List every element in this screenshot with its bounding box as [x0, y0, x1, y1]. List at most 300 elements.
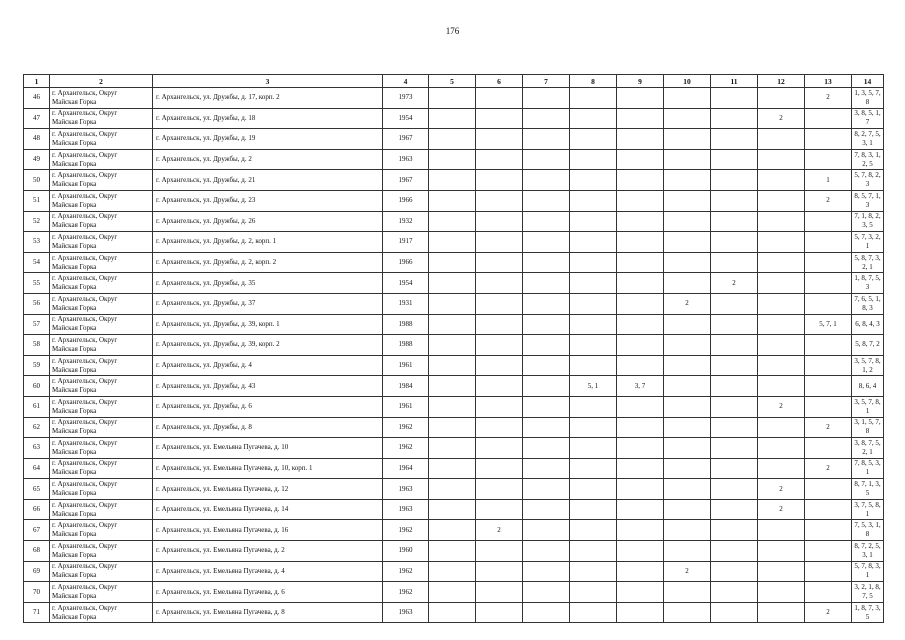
value-cell-c7 — [523, 541, 570, 562]
district-line-2: Майская Горка — [52, 468, 97, 477]
table-row — [24, 129, 884, 150]
row-number-cell: 61 — [24, 396, 50, 417]
value-cell-c13 — [805, 499, 852, 520]
value-cell-c5 — [429, 355, 476, 376]
district-cell — [50, 582, 153, 603]
address-cell: г. Архангельск, ул. Дружбы, д. 23 — [153, 190, 383, 211]
sequence-cell: 6, 8, 4, 3 — [852, 314, 884, 335]
value-cell-c13 — [805, 149, 852, 170]
value-cell-c11 — [711, 293, 758, 314]
value-cell-c6 — [476, 108, 523, 129]
table-row — [24, 108, 884, 129]
value-cell-c10: 2 — [664, 561, 711, 582]
value-cell-c9 — [617, 149, 664, 170]
value-cell-c11 — [711, 252, 758, 273]
value-cell-c7 — [523, 438, 570, 459]
value-cell-c10 — [664, 479, 711, 500]
value-cell-c12 — [758, 561, 805, 582]
value-cell-c8 — [570, 88, 617, 109]
value-cell-c9 — [617, 602, 664, 623]
value-cell-c10 — [664, 376, 711, 397]
column-header: 6 — [476, 75, 523, 88]
value-cell-c9 — [617, 88, 664, 109]
sequence-cell: 3, 5, 7, 8, 1 — [852, 396, 884, 417]
district-line-2: Майская Горка — [52, 571, 97, 580]
address-cell: г. Архангельск, ул. Дружбы, д. 6 — [153, 396, 383, 417]
district-line-1: г. Архангельск, Округ — [52, 171, 118, 180]
value-cell-c11 — [711, 602, 758, 623]
value-cell-c8 — [570, 582, 617, 603]
year-cell: 1966 — [383, 190, 429, 211]
district-line-2: Майская Горка — [52, 200, 97, 209]
district-line-2: Майская Горка — [52, 344, 97, 353]
value-cell-c12 — [758, 335, 805, 356]
sequence-cell: 1, 8, 7, 5, 3 — [852, 273, 884, 294]
value-cell-c7 — [523, 355, 570, 376]
row-number-cell: 51 — [24, 190, 50, 211]
value-cell-c10 — [664, 582, 711, 603]
row-number-cell: 46 — [24, 88, 50, 109]
value-cell-c6 — [476, 211, 523, 232]
sequence-cell: 3, 5, 7, 8, 1, 2 — [852, 355, 884, 376]
address-cell: г. Архангельск, ул. Дружбы, д. 21 — [153, 170, 383, 191]
value-cell-c13 — [805, 108, 852, 129]
address-cell: г. Архангельск, ул. Дружбы, д. 39, корп. 2 — [153, 335, 383, 356]
value-cell-c8 — [570, 479, 617, 500]
value-cell-c6 — [476, 417, 523, 438]
district-line-2: Майская Горка — [52, 592, 97, 601]
value-cell-c9 — [617, 211, 664, 232]
value-cell-c11 — [711, 396, 758, 417]
value-cell-c9 — [617, 582, 664, 603]
value-cell-c7 — [523, 499, 570, 520]
value-cell-c5 — [429, 561, 476, 582]
value-cell-c13: 2 — [805, 458, 852, 479]
value-cell-c8 — [570, 541, 617, 562]
value-cell-c12 — [758, 582, 805, 603]
district-cell — [50, 252, 153, 273]
value-cell-c5 — [429, 541, 476, 562]
value-cell-c7 — [523, 582, 570, 603]
value-cell-c13 — [805, 396, 852, 417]
district-line-2: Майская Горка — [52, 612, 97, 621]
value-cell-c12 — [758, 273, 805, 294]
value-cell-c9 — [617, 499, 664, 520]
row-number-cell: 49 — [24, 149, 50, 170]
value-cell-c6 — [476, 190, 523, 211]
value-cell-c11 — [711, 170, 758, 191]
district-line-1: г. Архангельск, Округ — [52, 541, 118, 550]
district-cell — [50, 499, 153, 520]
table-row — [24, 273, 884, 294]
value-cell-c7 — [523, 273, 570, 294]
table-row — [24, 561, 884, 582]
value-cell-c6 — [476, 458, 523, 479]
district-line-1: г. Архангельск, Округ — [52, 377, 118, 386]
year-cell: 1988 — [383, 314, 429, 335]
value-cell-c9 — [617, 417, 664, 438]
district-line-2: Майская Горка — [52, 550, 97, 559]
value-cell-c8 — [570, 108, 617, 129]
value-cell-c13 — [805, 479, 852, 500]
value-cell-c5 — [429, 252, 476, 273]
value-cell-c8 — [570, 129, 617, 150]
year-cell: 1963 — [383, 479, 429, 500]
value-cell-c6 — [476, 88, 523, 109]
district-cell — [50, 314, 153, 335]
year-cell: 1973 — [383, 88, 429, 109]
value-cell-c11 — [711, 582, 758, 603]
column-header: 4 — [383, 75, 429, 88]
value-cell-c12 — [758, 314, 805, 335]
district-cell — [50, 170, 153, 191]
value-cell-c5 — [429, 88, 476, 109]
table-row — [24, 314, 884, 335]
value-cell-c9 — [617, 273, 664, 294]
district-line-1: г. Архангельск, Округ — [52, 150, 118, 159]
value-cell-c9 — [617, 355, 664, 376]
table-row — [24, 499, 884, 520]
sequence-cell: 3, 8, 7, 5, 2, 1 — [852, 438, 884, 459]
value-cell-c12: 2 — [758, 108, 805, 129]
district-cell — [50, 520, 153, 541]
value-cell-c6: 2 — [476, 520, 523, 541]
year-cell: 1962 — [383, 438, 429, 459]
value-cell-c10 — [664, 602, 711, 623]
value-cell-c13: 2 — [805, 417, 852, 438]
value-cell-c11 — [711, 355, 758, 376]
register-table — [23, 74, 884, 623]
district-line-2: Майская Горка — [52, 386, 97, 395]
sequence-cell: 8, 2, 7, 5, 3, 1 — [852, 129, 884, 150]
row-number-cell: 64 — [24, 458, 50, 479]
value-cell-c10 — [664, 232, 711, 253]
value-cell-c7 — [523, 314, 570, 335]
value-cell-c9 — [617, 438, 664, 459]
district-line-1: г. Архангельск, Округ — [52, 212, 118, 221]
district-line-2: Майская Горка — [52, 303, 97, 312]
table-row — [24, 438, 884, 459]
row-number-cell: 58 — [24, 335, 50, 356]
value-cell-c8 — [570, 293, 617, 314]
value-cell-c10 — [664, 129, 711, 150]
value-cell-c5 — [429, 602, 476, 623]
row-number-cell: 55 — [24, 273, 50, 294]
value-cell-c8 — [570, 232, 617, 253]
year-cell: 1961 — [383, 396, 429, 417]
district-line-1: г. Архангельск, Округ — [52, 109, 118, 118]
row-number-cell: 53 — [24, 232, 50, 253]
row-number-cell: 48 — [24, 129, 50, 150]
value-cell-c5 — [429, 190, 476, 211]
value-cell-c6 — [476, 396, 523, 417]
district-cell — [50, 438, 153, 459]
value-cell-c11 — [711, 190, 758, 211]
value-cell-c11 — [711, 211, 758, 232]
value-cell-c7 — [523, 149, 570, 170]
value-cell-c6 — [476, 561, 523, 582]
value-cell-c10 — [664, 252, 711, 273]
table-row — [24, 479, 884, 500]
sequence-cell: 3, 1, 5, 7, 8 — [852, 417, 884, 438]
value-cell-c9 — [617, 396, 664, 417]
row-number-cell: 65 — [24, 479, 50, 500]
value-cell-c6 — [476, 355, 523, 376]
value-cell-c13 — [805, 293, 852, 314]
value-cell-c13 — [805, 438, 852, 459]
value-cell-c13 — [805, 273, 852, 294]
row-number-cell: 57 — [24, 314, 50, 335]
column-header: 14 — [852, 75, 884, 88]
row-number-cell: 54 — [24, 252, 50, 273]
row-number-cell: 60 — [24, 376, 50, 397]
value-cell-c7 — [523, 108, 570, 129]
address-cell: г. Архангельск, ул. Дружбы, д. 19 — [153, 129, 383, 150]
address-cell: г. Архангельск, ул. Дружбы, д. 4 — [153, 355, 383, 376]
value-cell-c7 — [523, 561, 570, 582]
value-cell-c12 — [758, 602, 805, 623]
value-cell-c9 — [617, 541, 664, 562]
year-cell: 1931 — [383, 293, 429, 314]
value-cell-c8 — [570, 335, 617, 356]
value-cell-c11 — [711, 438, 758, 459]
value-cell-c13 — [805, 335, 852, 356]
value-cell-c5 — [429, 273, 476, 294]
value-cell-c9 — [617, 458, 664, 479]
district-line-2: Майская Горка — [52, 509, 97, 518]
value-cell-c13: 2 — [805, 190, 852, 211]
value-cell-c11 — [711, 520, 758, 541]
value-cell-c11: 2 — [711, 273, 758, 294]
value-cell-c6 — [476, 129, 523, 150]
value-cell-c9 — [617, 314, 664, 335]
value-cell-c12 — [758, 293, 805, 314]
value-cell-c5 — [429, 314, 476, 335]
sequence-cell: 5, 8, 7, 2 — [852, 335, 884, 356]
value-cell-c11 — [711, 108, 758, 129]
value-cell-c8 — [570, 499, 617, 520]
value-cell-c11 — [711, 88, 758, 109]
value-cell-c6 — [476, 541, 523, 562]
value-cell-c5 — [429, 438, 476, 459]
value-cell-c12 — [758, 458, 805, 479]
address-cell: г. Архангельск, ул. Дружбы, д. 8 — [153, 417, 383, 438]
sequence-cell: 5, 7, 3, 2, 1 — [852, 232, 884, 253]
value-cell-c9 — [617, 190, 664, 211]
district-line-2: Майская Горка — [52, 427, 97, 436]
table-row — [24, 232, 884, 253]
table-row — [24, 458, 884, 479]
value-cell-c13: 2 — [805, 602, 852, 623]
table-row — [24, 355, 884, 376]
address-cell: г. Архангельск, ул. Дружбы, д. 2, корп. 2 — [153, 252, 383, 273]
value-cell-c13 — [805, 376, 852, 397]
value-cell-c12 — [758, 541, 805, 562]
year-cell: 1954 — [383, 108, 429, 129]
table-row — [24, 602, 884, 623]
value-cell-c12: 2 — [758, 499, 805, 520]
district-line-1: г. Архангельск, Округ — [52, 191, 118, 200]
value-cell-c11 — [711, 232, 758, 253]
row-number-cell: 71 — [24, 602, 50, 623]
address-cell: г. Архангельск, ул. Емельяна Пугачева, д. 10 — [153, 438, 383, 459]
row-number-cell: 66 — [24, 499, 50, 520]
district-cell — [50, 129, 153, 150]
value-cell-c7 — [523, 129, 570, 150]
value-cell-c5 — [429, 499, 476, 520]
sequence-cell: 7, 1, 8, 2, 3, 5 — [852, 211, 884, 232]
year-cell: 1961 — [383, 355, 429, 376]
district-line-2: Майская Горка — [52, 97, 97, 106]
district-line-2: Майская Горка — [52, 241, 97, 250]
district-line-2: Майская Горка — [52, 221, 97, 230]
district-line-1: г. Архангельск, Округ — [52, 521, 118, 530]
header-row — [24, 75, 884, 88]
row-number-cell: 56 — [24, 293, 50, 314]
district-line-2: Майская Горка — [52, 489, 97, 498]
sequence-cell: 7, 5, 3, 1, 8 — [852, 520, 884, 541]
value-cell-c8 — [570, 458, 617, 479]
value-cell-c12 — [758, 438, 805, 459]
column-header: 10 — [664, 75, 711, 88]
page-number: 176 — [445, 26, 460, 36]
value-cell-c6 — [476, 499, 523, 520]
district-cell — [50, 232, 153, 253]
year-cell: 1966 — [383, 252, 429, 273]
value-cell-c8 — [570, 314, 617, 335]
year-cell: 1963 — [383, 149, 429, 170]
address-cell: г. Архангельск, ул. Дружбы, д. 35 — [153, 273, 383, 294]
sequence-cell: 8, 6, 4 — [852, 376, 884, 397]
table-row — [24, 376, 884, 397]
table-row — [24, 417, 884, 438]
district-line-2: Майская Горка — [52, 283, 97, 292]
address-cell: г. Архангельск, ул. Емельяна Пугачева, д. 6 — [153, 582, 383, 603]
district-line-2: Майская Горка — [52, 406, 97, 415]
value-cell-c9 — [617, 293, 664, 314]
value-cell-c10 — [664, 170, 711, 191]
value-cell-c13: 1 — [805, 170, 852, 191]
district-line-1: г. Архангельск, Округ — [52, 459, 118, 468]
value-cell-c9 — [617, 252, 664, 273]
district-line-1: г. Архангельск, Округ — [52, 603, 118, 612]
address-cell: г. Архангельск, ул. Емельяна Пугачева, д. 2 — [153, 541, 383, 562]
value-cell-c11 — [711, 376, 758, 397]
address-cell: г. Архангельск, ул. Емельяна Пугачева, д. 8 — [153, 602, 383, 623]
district-line-1: г. Архангельск, Округ — [52, 583, 118, 592]
value-cell-c7 — [523, 602, 570, 623]
address-cell: г. Архангельск, ул. Дружбы, д. 17, корп. 2 — [153, 88, 383, 109]
year-cell: 1988 — [383, 335, 429, 356]
value-cell-c8 — [570, 438, 617, 459]
year-cell: 1932 — [383, 211, 429, 232]
value-cell-c9: 3, 7 — [617, 376, 664, 397]
value-cell-c5 — [429, 458, 476, 479]
row-number-cell: 70 — [24, 582, 50, 603]
value-cell-c11 — [711, 335, 758, 356]
row-number-cell: 50 — [24, 170, 50, 191]
value-cell-c7 — [523, 211, 570, 232]
district-line-1: г. Архангельск, Округ — [52, 356, 118, 365]
district-cell — [50, 293, 153, 314]
sequence-cell: 7, 8, 3, 1, 2, 5 — [852, 149, 884, 170]
value-cell-c10 — [664, 88, 711, 109]
district-line-2: Майская Горка — [52, 447, 97, 456]
district-cell — [50, 190, 153, 211]
value-cell-c5 — [429, 108, 476, 129]
column-header: 9 — [617, 75, 664, 88]
column-header: 5 — [429, 75, 476, 88]
value-cell-c10 — [664, 211, 711, 232]
value-cell-c13 — [805, 129, 852, 150]
value-cell-c10 — [664, 396, 711, 417]
table-row — [24, 541, 884, 562]
year-cell: 1963 — [383, 499, 429, 520]
value-cell-c12 — [758, 211, 805, 232]
value-cell-c6 — [476, 376, 523, 397]
district-line-2: Майская Горка — [52, 118, 97, 127]
value-cell-c10 — [664, 499, 711, 520]
value-cell-c9 — [617, 170, 664, 191]
table-row — [24, 88, 884, 109]
value-cell-c7 — [523, 88, 570, 109]
value-cell-c10 — [664, 355, 711, 376]
value-cell-c6 — [476, 582, 523, 603]
district-line-2: Майская Горка — [52, 324, 97, 333]
column-header: 11 — [711, 75, 758, 88]
value-cell-c12 — [758, 190, 805, 211]
value-cell-c5 — [429, 582, 476, 603]
sequence-cell: 3, 8, 5, 1, 7 — [852, 108, 884, 129]
value-cell-c12 — [758, 520, 805, 541]
value-cell-c11 — [711, 458, 758, 479]
sequence-cell: 1, 3, 5, 7, 8 — [852, 88, 884, 109]
value-cell-c11 — [711, 314, 758, 335]
value-cell-c12 — [758, 170, 805, 191]
value-cell-c9 — [617, 335, 664, 356]
district-line-1: г. Архангельск, Округ — [52, 480, 118, 489]
value-cell-c7 — [523, 479, 570, 500]
year-cell: 1967 — [383, 170, 429, 191]
value-cell-c12 — [758, 376, 805, 397]
value-cell-c5 — [429, 211, 476, 232]
value-cell-c9 — [617, 561, 664, 582]
year-cell: 1917 — [383, 232, 429, 253]
district-cell — [50, 211, 153, 232]
column-header: 7 — [523, 75, 570, 88]
value-cell-c5 — [429, 520, 476, 541]
district-line-1: г. Архангельск, Округ — [52, 232, 118, 241]
address-cell: г. Архангельск, ул. Дружбы, д. 26 — [153, 211, 383, 232]
table-row — [24, 335, 884, 356]
district-line-2: Майская Горка — [52, 365, 97, 374]
sequence-cell: 3, 2, 1, 8, 7, 5 — [852, 582, 884, 603]
column-header: 2 — [50, 75, 153, 88]
value-cell-c5 — [429, 417, 476, 438]
district-cell — [50, 561, 153, 582]
district-line-1: г. Архангельск, Округ — [52, 88, 118, 97]
row-number-cell: 63 — [24, 438, 50, 459]
column-header: 8 — [570, 75, 617, 88]
row-number-cell: 47 — [24, 108, 50, 129]
year-cell: 1962 — [383, 520, 429, 541]
value-cell-c7 — [523, 396, 570, 417]
value-cell-c12 — [758, 355, 805, 376]
table-row — [24, 149, 884, 170]
district-line-1: г. Архангельск, Округ — [52, 500, 118, 509]
value-cell-c10 — [664, 108, 711, 129]
value-cell-c8 — [570, 190, 617, 211]
